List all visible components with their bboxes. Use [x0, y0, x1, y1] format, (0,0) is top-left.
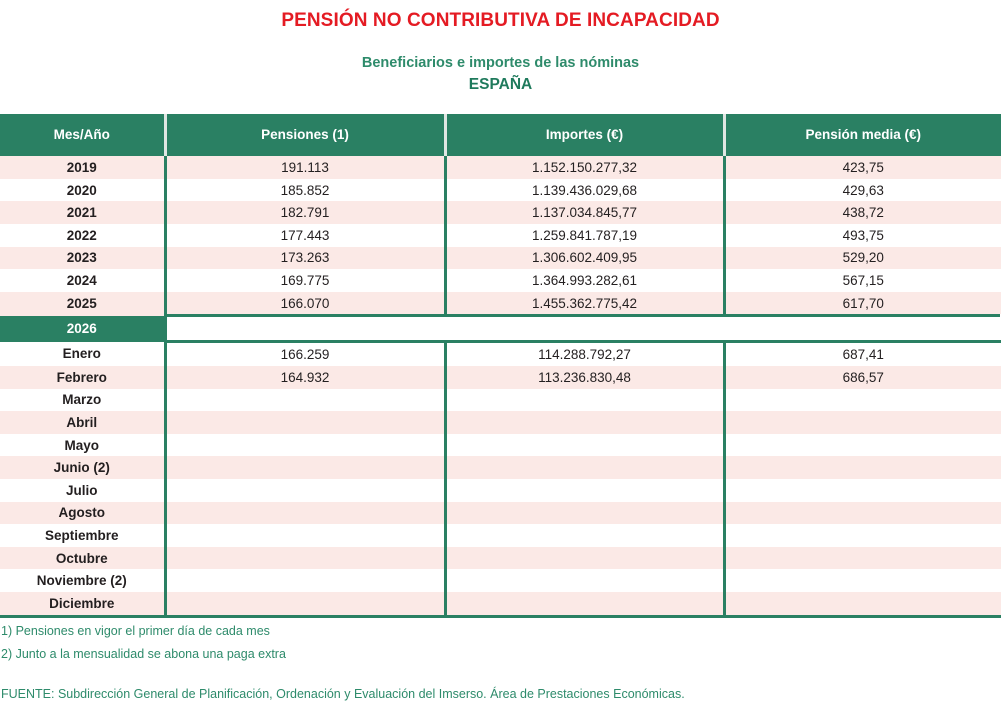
cell-mes-ano: 2024 — [0, 269, 165, 292]
table-row — [0, 456, 1001, 479]
table-row — [0, 247, 1001, 270]
table-row — [0, 479, 1001, 502]
cell-pensiones — [165, 434, 445, 457]
table-row — [0, 411, 1001, 434]
cell-pensiones: 166.259 — [165, 342, 445, 366]
cell-pension-media: 423,75 — [724, 155, 1001, 179]
cell-pension-media: 429,63 — [724, 179, 1001, 202]
table-header-row — [0, 114, 1001, 155]
column-header-pension-media[interactable]: Pensión media (€) — [724, 114, 1001, 155]
cell-pensiones: 164.932 — [165, 366, 445, 389]
page-title: PENSIÓN NO CONTRIBUTIVA DE INCAPACIDAD — [281, 10, 720, 31]
cell-importes — [445, 524, 724, 547]
cell-mes-ano: Octubre — [0, 547, 165, 570]
cell-mes-ano: 2023 — [0, 247, 165, 270]
table-row — [0, 269, 1001, 292]
column-header-importes[interactable]: Importes (€) — [445, 114, 724, 155]
cell-mes-ano: Junio (2) — [0, 456, 165, 479]
cell-importes: 1.364.993.282,61 — [445, 269, 724, 292]
cell-pensiones — [165, 502, 445, 525]
cell-pension-media — [724, 389, 1001, 412]
cell-pensiones: 169.775 — [165, 269, 445, 292]
cell-mes-ano: 2021 — [0, 201, 165, 224]
cell-pension-media — [724, 592, 1001, 616]
cell-mes-ano: Julio — [0, 479, 165, 502]
table-row — [0, 155, 1001, 179]
cell-pension-media: 617,70 — [724, 292, 1001, 316]
cell-mes-ano: 2022 — [0, 224, 165, 247]
cell-importes — [445, 411, 724, 434]
cell-pension-media: 438,72 — [724, 201, 1001, 224]
cell-mes-ano: Febrero — [0, 366, 165, 389]
cell-mes-ano: Enero — [0, 342, 165, 366]
cell-importes — [445, 569, 724, 592]
cell-pensiones — [165, 411, 445, 434]
page-subtitle: Beneficiarios e importes de las nóminas — [361, 54, 640, 71]
cell-pension-media — [724, 569, 1001, 592]
cell-importes — [445, 389, 724, 412]
table-header — [0, 114, 1001, 155]
cell-pension-media — [724, 479, 1001, 502]
cell-importes — [445, 592, 724, 616]
cell-pensiones — [165, 569, 445, 592]
table-row — [0, 592, 1001, 616]
cell-importes: 113.236.830,48 — [445, 366, 724, 389]
cell-pension-media — [724, 411, 1001, 434]
cell-importes: 1.306.602.409,95 — [445, 247, 724, 270]
cell-importes: 1.259.841.787,19 — [445, 224, 724, 247]
cell-importes: 114.288.792,27 — [445, 342, 724, 366]
cell-importes — [445, 434, 724, 457]
cell-pension-media: 529,20 — [724, 247, 1001, 270]
cell-importes: 1.455.362.775,42 — [445, 292, 724, 316]
cell-mes-ano: Marzo — [0, 389, 165, 412]
table-row — [0, 342, 1001, 366]
cell-pension-media — [724, 547, 1001, 570]
table-row — [0, 524, 1001, 547]
cell-mes-ano: Mayo — [0, 434, 165, 457]
table-row — [0, 224, 1001, 247]
cell-pensiones — [165, 479, 445, 502]
cell-pensiones: 177.443 — [165, 224, 445, 247]
pensions-table-container — [0, 114, 1001, 617]
cell-mes-ano: Abril — [0, 411, 165, 434]
cell-importes: 1.152.150.277,32 — [445, 155, 724, 179]
subtitle-block — [0, 33, 1001, 96]
table-body — [0, 155, 1001, 616]
pensions-table — [0, 114, 1001, 617]
cell-pension-media — [724, 524, 1001, 547]
cell-importes — [445, 502, 724, 525]
table-row — [0, 292, 1001, 316]
column-header-pensiones[interactable]: Pensiones (1) — [165, 114, 445, 155]
cell-pension-media: 687,41 — [724, 342, 1001, 366]
table-row — [0, 389, 1001, 412]
cell-pensiones: 191.113 — [165, 155, 445, 179]
source-note: FUENTE: Subdirección General de Planificación, Ordenación y Evaluación del Imserso. Área de Prestaciones Económicas. — [1, 686, 685, 701]
cell-mes-ano: 2025 — [0, 292, 165, 316]
page-country: ESPAÑA — [468, 75, 533, 93]
cell-pension-media: 686,57 — [724, 366, 1001, 389]
table-row — [0, 366, 1001, 389]
table-year-separator-row — [0, 316, 1001, 342]
year-separator-label: 2026 — [0, 316, 165, 342]
cell-pensiones — [165, 524, 445, 547]
cell-pension-media: 493,75 — [724, 224, 1001, 247]
cell-pensiones: 173.263 — [165, 247, 445, 270]
cell-pensiones: 185.852 — [165, 179, 445, 202]
cell-mes-ano: Septiembre — [0, 524, 165, 547]
table-row — [0, 434, 1001, 457]
cell-importes — [445, 547, 724, 570]
column-header-mes-ano[interactable]: Mes/Año — [0, 114, 165, 155]
cell-pension-media: 567,15 — [724, 269, 1001, 292]
cell-pensiones — [165, 389, 445, 412]
table-row — [0, 547, 1001, 570]
cell-pension-media — [724, 502, 1001, 525]
cell-pensiones: 166.070 — [165, 292, 445, 316]
cell-pensiones — [165, 456, 445, 479]
cell-importes — [445, 479, 724, 502]
cell-pensiones: 182.791 — [165, 201, 445, 224]
table-row — [0, 179, 1001, 202]
table-row — [0, 569, 1001, 592]
table-row — [0, 502, 1001, 525]
footnote-1: 1) Pensiones en vigor el primer día de cada mes — [1, 623, 270, 638]
cell-mes-ano: Noviembre (2) — [0, 569, 165, 592]
cell-mes-ano: Agosto — [0, 502, 165, 525]
cell-pension-media — [724, 456, 1001, 479]
cell-pensiones — [165, 592, 445, 616]
cell-mes-ano: Diciembre — [0, 592, 165, 616]
cell-importes: 1.137.034.845,77 — [445, 201, 724, 224]
cell-mes-ano: 2019 — [0, 155, 165, 179]
year-separator-blank — [165, 316, 1001, 342]
cell-importes — [445, 456, 724, 479]
cell-importes: 1.139.436.029,68 — [445, 179, 724, 202]
cell-mes-ano: 2020 — [0, 179, 165, 202]
table-row — [0, 201, 1001, 224]
cell-pension-media — [724, 434, 1001, 457]
footnotes-block — [0, 618, 1001, 701]
cell-pensiones — [165, 547, 445, 570]
footnote-2: 2) Junto a la mensualidad se abona una paga extra — [1, 647, 286, 662]
